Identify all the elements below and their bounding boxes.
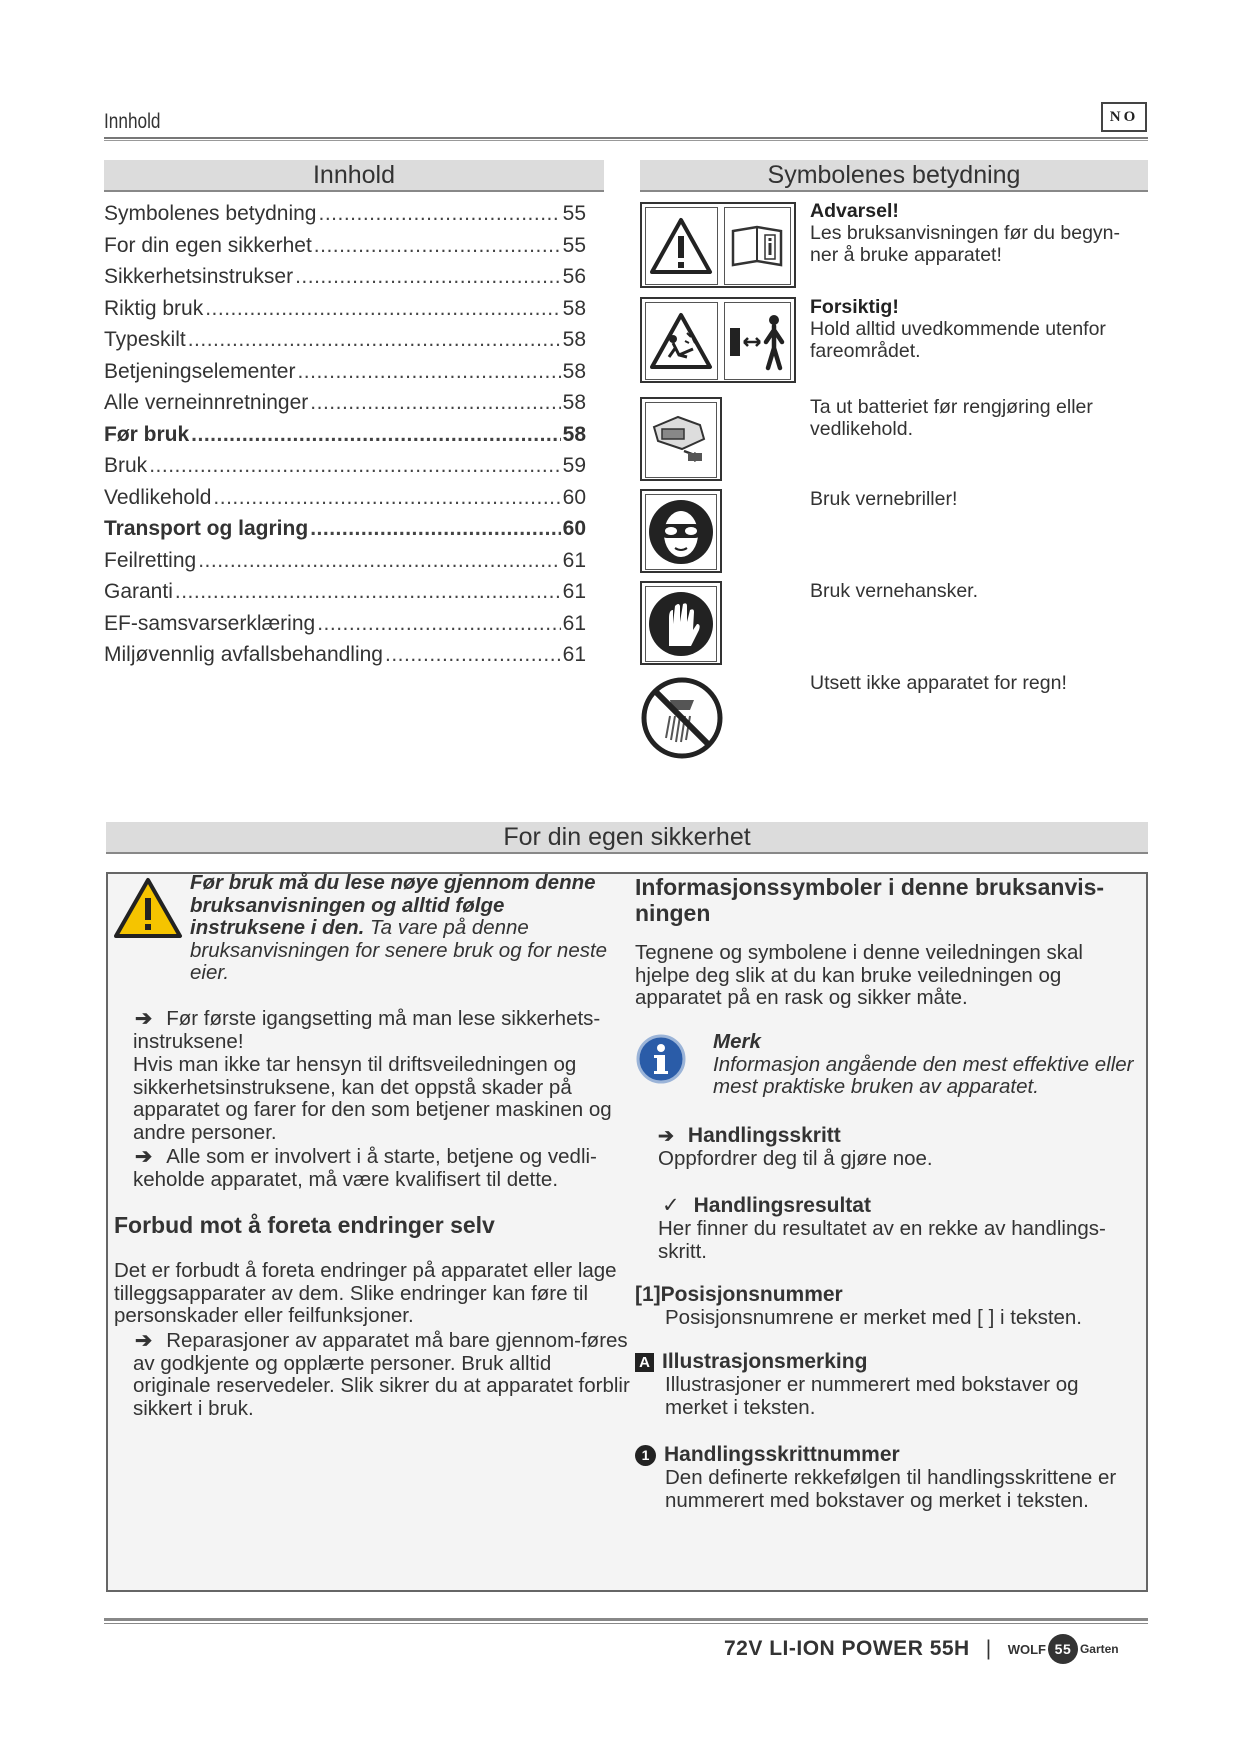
toc-entry-label: Miljøvennlig avfallsbehandling	[104, 643, 383, 666]
symbol-warning-manual	[640, 202, 796, 288]
step-qualified-personnel	[133, 1146, 633, 1191]
action-step-legend	[658, 1124, 1138, 1171]
toc-leader-dots	[198, 545, 560, 577]
action-step-text: Oppfordrer deg til å gjøre noe.	[658, 1147, 933, 1170]
toc-entry	[104, 230, 586, 262]
warning-triangle-icon	[645, 207, 718, 285]
symbol-bystander-text	[810, 296, 1145, 362]
toc-leader-dots	[213, 482, 560, 514]
symbol-gloves-text: Bruk vernehansker.	[810, 580, 979, 602]
toc-entry-label: Symbolenes betydning	[104, 202, 317, 225]
toc-entry-page: 61	[562, 580, 586, 603]
toc-leader-dots	[297, 356, 560, 388]
toc-entry	[104, 419, 586, 451]
toc-leader-dots	[318, 198, 560, 230]
symbol-safety-goggles	[640, 489, 722, 573]
info-icon	[636, 1034, 686, 1089]
flying-debris-warning-icon	[645, 302, 718, 380]
warning-bold-text: Før bruk må du lese nøye gjennom denne bruksanvisningen og alltid følge instruksene i den.	[190, 871, 596, 939]
footer	[724, 1634, 1119, 1664]
toc-entry-label: Før bruk	[104, 422, 190, 446]
step-repairs	[133, 1330, 633, 1420]
illustration-title: Illustrasjonsmerking	[662, 1350, 868, 1373]
safety-gloves-icon	[645, 586, 717, 662]
toc-entry	[104, 324, 586, 356]
brand-logo-right: Garten	[1079, 1642, 1119, 1656]
toc-entry	[104, 450, 586, 482]
toc-entry-page: 58	[562, 422, 586, 446]
checkmark-icon: ✓	[662, 1194, 680, 1217]
toc-entry-page: 60	[562, 485, 586, 509]
step-number-text: Den definerte rekkefølgen til handlingsskrittene er nummerert med bokstaver og merket i teksten.	[665, 1466, 1117, 1512]
toc-leader-dots	[310, 513, 560, 545]
toc-entry-label: Feilretting	[104, 548, 197, 572]
header-rule	[104, 137, 1148, 141]
safety-heading: For din egen sikkerhet	[106, 822, 1148, 854]
toc-leader-dots	[149, 450, 560, 482]
toc-entry-label: Garanti	[104, 580, 173, 603]
toc-leader-dots	[188, 324, 561, 356]
arrow-right-icon: ➔	[135, 1007, 153, 1030]
info-heading: Informasjonssymboler i denne bruksanvis-ningen	[635, 874, 1105, 926]
info-text: Tegnene og symbolene i denne veiledningen skal hjelpe deg slik at du kan bruke veiledningen og apparatet på en rask og sikker måte.	[635, 941, 1083, 1009]
symbol-warning-manual-text	[810, 200, 1145, 266]
step-number-marker: 1	[635, 1445, 656, 1466]
toc-leader-dots	[191, 419, 560, 451]
toc-heading: Innhold	[104, 160, 604, 192]
toc-entry-page: 58	[562, 359, 586, 383]
footer-model: 72V LI-ION POWER 55H	[724, 1637, 970, 1660]
toc-leader-dots	[385, 639, 561, 671]
toc-entry-label: Sikkerhetsinstrukser	[104, 265, 294, 288]
toc-entry	[104, 356, 586, 388]
manual-book-icon	[724, 207, 791, 285]
step-repairs-text: Reparasjoner av apparatet må bare gjennom-føres av godkjente og opplærte personer. Bruk alltid originale reservedeler. Slik sikrer du at apparatet forblir sikkert i bruk.	[133, 1329, 630, 1420]
symbol-remove-battery	[640, 397, 722, 481]
brand-logo-left: WOLF	[1007, 1641, 1046, 1657]
toc-entry	[104, 608, 586, 640]
note-text: Informasjon angående den mest effektive eller mest praktiske bruken av apparatet.	[713, 1052, 1134, 1098]
toc-entry-page: 56	[562, 265, 586, 288]
toc-leader-dots	[310, 387, 560, 419]
action-step-title: Handlingsskritt	[687, 1124, 841, 1147]
symbol-warning-title: Advarsel!	[810, 200, 899, 222]
toc-leader-dots	[175, 576, 561, 608]
toc-entry	[104, 639, 586, 671]
symbol-goggles-text: Bruk vernebriller!	[810, 488, 958, 510]
step-qualified-text: Alle som er involvert i å starte, betjene og vedli-keholde apparatet, må være kvalifisert til dette.	[133, 1145, 597, 1191]
toc-leader-dots	[314, 230, 561, 262]
symbol-warning-desc: Les bruksanvisningen før du begyn-ner å bruke apparatet!	[810, 222, 1121, 266]
symbol-caution-desc: Hold alltid uvedkommende utenfor fareområdet.	[810, 318, 1106, 362]
step-read-instructions	[133, 1008, 633, 1053]
toc-entry-label: Bruk	[104, 454, 148, 477]
toc-entry-page: 59	[562, 454, 586, 477]
toc-entry-label: For din egen sikkerhet	[104, 233, 312, 257]
toc-entry	[104, 576, 586, 608]
toc-entry-label: EF-samsvarserklæring	[104, 611, 316, 635]
running-header-title: Innhold	[104, 110, 161, 133]
footer-rule	[104, 1618, 1148, 1624]
illustration-text: Illustrasjoner er nummerert med bokstaver og merket i teksten.	[665, 1373, 1079, 1419]
symbol-caution-title: Forsiktig!	[810, 296, 899, 318]
language-badge: NO	[1101, 102, 1147, 132]
modify-text: Det er forbudt å foreta endringer på apparatet eller lage tilleggsapparater av dem. Slike endringer kan føre til personskader eller feilfunksjoner.	[114, 1259, 617, 1327]
warning-triangle-icon	[112, 876, 184, 945]
position-marker: [1]	[635, 1283, 661, 1306]
toc-entry-page: 61	[562, 643, 586, 666]
no-rain-icon	[640, 676, 724, 760]
toc-entry-page: 61	[562, 611, 586, 635]
toc-entry	[104, 261, 586, 293]
toc-entry-page: 55	[562, 202, 586, 225]
toc-entry	[104, 482, 586, 514]
remove-battery-icon	[645, 402, 717, 478]
toc-entry-page: 58	[562, 296, 586, 320]
toc-entry-label: Typeskilt	[104, 328, 186, 351]
note-title: Merk	[713, 1030, 761, 1053]
toc-entry-page: 55	[562, 233, 586, 257]
note-block	[713, 1031, 1143, 1099]
step-number-legend	[635, 1443, 1145, 1512]
warning-rest-text: Ta vare på denne bruksanvisningen for senere bruk og for neste eier.	[190, 916, 608, 984]
toc-entry-label: Transport og lagring	[104, 517, 309, 540]
keep-distance-person-icon	[724, 302, 791, 380]
step-number-title: Handlingsskrittnummer	[664, 1443, 900, 1466]
action-result-text: Her finner du resultatet av en rekke av handlings-skritt.	[658, 1217, 1106, 1263]
toc-leader-dots	[205, 293, 560, 325]
step-read-text: Før første igangsetting må man lese sikkerhets-instruksene!	[133, 1007, 601, 1053]
table-of-contents	[104, 198, 586, 671]
symbol-remove-battery-text: Ta ut batteriet før rengjøring eller vedlikehold.	[810, 396, 1093, 440]
toc-entry-page: 58	[562, 391, 586, 414]
toc-entry-label: Betjeningselementer	[104, 359, 296, 383]
toc-entry-label: Vedlikehold	[104, 485, 212, 509]
warning-consequence-text: Hvis man ikke tar hensyn til driftsveiledningen og sikkerhetsinstruksene, kan det oppstå skader på apparatet og farer for den som betjener maskinen og andre personer.	[133, 1053, 612, 1144]
toc-entry-label: Riktig bruk	[104, 296, 204, 320]
arrow-right-icon: ➔	[135, 1145, 153, 1168]
arrow-right-icon: ➔	[658, 1126, 674, 1147]
position-text: Posisjonsnumrene er merket med [ ] i teksten.	[665, 1306, 1083, 1329]
toc-entry	[104, 545, 586, 577]
toc-entry	[104, 513, 586, 545]
toc-entry-page: 58	[562, 328, 586, 351]
footer-separator: |	[985, 1637, 992, 1660]
symbol-safety-gloves	[640, 581, 722, 665]
toc-entry	[104, 293, 586, 325]
toc-leader-dots	[295, 261, 561, 293]
illustration-legend	[635, 1350, 1140, 1419]
warning-paragraph	[190, 872, 620, 985]
toc-entry	[104, 198, 586, 230]
toc-leader-dots	[317, 608, 560, 640]
action-result-title: Handlingsresultat	[693, 1194, 871, 1217]
toc-entry-page: 61	[562, 548, 586, 572]
page-number: 55	[1048, 1634, 1078, 1664]
symbols-heading: Symbolenes betydning	[640, 160, 1148, 192]
illustration-marker: A	[635, 1353, 654, 1372]
symbol-no-rain-text: Utsett ikke apparatet for regn!	[810, 672, 1067, 694]
arrow-right-icon: ➔	[135, 1329, 153, 1352]
action-result-legend	[658, 1193, 1138, 1263]
toc-entry-label: Alle verneinnretninger	[104, 391, 309, 414]
safety-goggles-icon	[645, 494, 717, 570]
toc-entry	[104, 387, 586, 419]
modify-heading: Forbud mot å foreta endringer selv	[114, 1212, 495, 1238]
position-title: Posisjonsnummer	[660, 1283, 843, 1306]
symbol-bystander-distance	[640, 297, 796, 383]
toc-entry-page: 60	[562, 517, 586, 540]
position-number-legend	[635, 1283, 1140, 1330]
